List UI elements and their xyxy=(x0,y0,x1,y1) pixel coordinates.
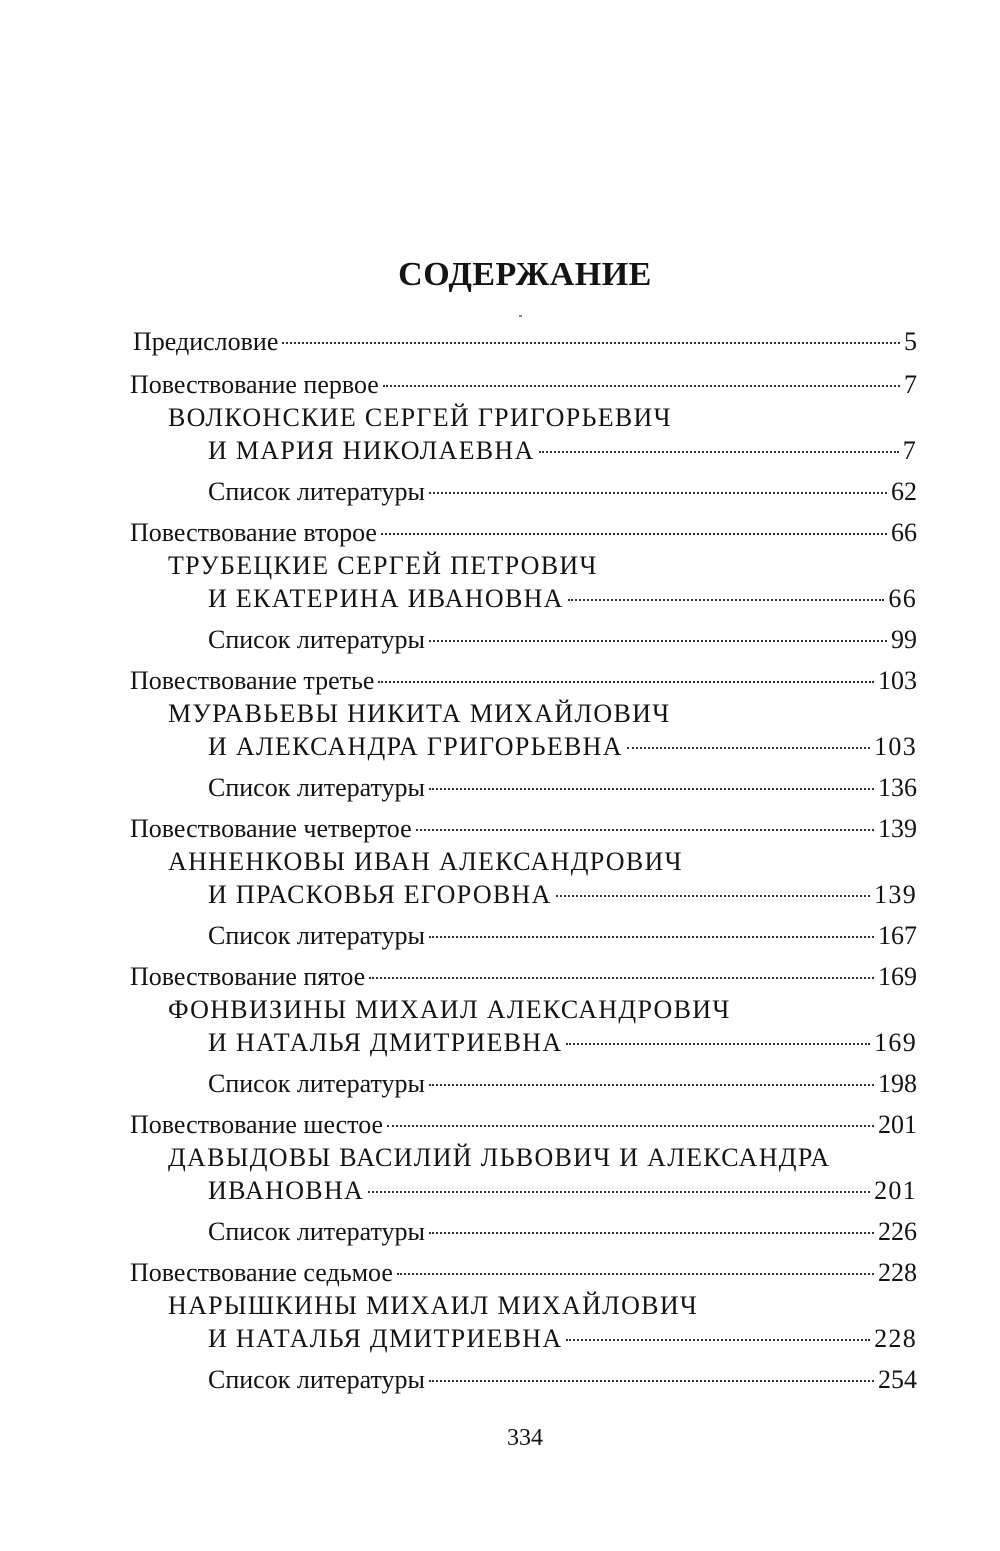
dot-leader xyxy=(429,492,887,494)
chapter-title-text: ТРУБЕЦКИЕ СЕРГЕЙ ПЕТРОВИЧ xyxy=(168,551,598,580)
dot-leader xyxy=(627,747,870,749)
chapter-title-text: И НАТАЛЬЯ ДМИТРИЕВНА xyxy=(208,1028,563,1057)
toc-entry-section-3 xyxy=(130,665,917,697)
toc-entry-label: Список литературы xyxy=(208,625,425,654)
toc-entry-literature xyxy=(208,920,917,952)
toc-chapter-title-line xyxy=(168,1290,917,1322)
toc-page-number: 139 xyxy=(874,880,917,909)
toc-page-number: 136 xyxy=(878,773,917,802)
toc-page-number: 201 xyxy=(878,1110,917,1139)
dot-leader xyxy=(429,1380,874,1382)
dot-leader xyxy=(378,681,874,683)
toc-entry-section-6 xyxy=(130,1109,917,1141)
toc-entry-literature xyxy=(208,772,917,804)
toc-page-number: 5 xyxy=(904,327,917,356)
toc-entry-section-5 xyxy=(130,961,917,993)
toc-entry-literature xyxy=(208,1364,917,1396)
dot-leader xyxy=(566,1043,870,1045)
chapter-title-text: И МАРИЯ НИКОЛАЕВНА xyxy=(208,436,535,465)
dot-leader xyxy=(556,895,870,897)
dot-leader xyxy=(568,599,885,601)
toc-entry-label: Список литературы xyxy=(208,1069,425,1098)
chapter-title-text: МУРАВЬЕВЫ НИКИТА МИХАЙЛОВИЧ xyxy=(168,699,671,728)
dot-leader xyxy=(429,1232,874,1234)
toc-page-number: 99 xyxy=(891,625,917,654)
dot-leader xyxy=(429,640,887,642)
toc-chapter-title-end xyxy=(208,583,917,615)
toc-entry-label: Повествование четвертое xyxy=(130,814,412,843)
dot-leader xyxy=(397,1273,874,1275)
dot-leader xyxy=(369,977,874,979)
toc-entry-label: Список литературы xyxy=(208,921,425,950)
dot-leader xyxy=(383,385,900,387)
toc-page-number: 228 xyxy=(878,1258,917,1287)
toc-chapter-title-end xyxy=(208,1323,917,1355)
toc-entry-section-7 xyxy=(130,1257,917,1289)
chapter-title-text: И ПРАСКОВЬЯ ЕГОРОВНА xyxy=(208,880,552,909)
dot-leader xyxy=(387,1125,874,1127)
toc-entry-label: Список литературы xyxy=(208,477,425,506)
toc-chapter-title-end xyxy=(208,1027,917,1059)
chapter-title-text: НАРЫШКИНЫ МИХАИЛ МИХАЙЛОВИЧ xyxy=(168,1291,699,1320)
page-title: СОДЕРЖАНИЕ xyxy=(398,256,652,293)
toc-page-number: 201 xyxy=(874,1176,917,1205)
toc-entry-literature xyxy=(208,1068,917,1100)
toc-entry-label: Повествование третье xyxy=(130,666,375,695)
dot-leader xyxy=(429,936,874,938)
toc-entry-section-1 xyxy=(130,369,917,401)
toc-chapter-title-line xyxy=(168,994,917,1026)
toc-entry-label: Повествование седьмое xyxy=(130,1258,393,1287)
toc-page-number: 7 xyxy=(904,370,917,399)
toc-page-number: 169 xyxy=(874,1028,917,1057)
toc-page-number: 169 xyxy=(878,962,917,991)
toc-page-number: 66 xyxy=(888,584,917,613)
chapter-title-text: ДАВЫДОВЫ ВАСИЛИЙ ЛЬВОВИЧ И АЛЕКСАНДРА xyxy=(168,1143,831,1172)
print-speck xyxy=(519,315,522,317)
toc-entry-label: Повествование второе xyxy=(130,518,377,547)
toc-chapter-title-line xyxy=(168,1142,917,1174)
chapter-title-text: И НАТАЛЬЯ ДМИТРИЕВНА xyxy=(208,1324,563,1353)
toc-page-number: 254 xyxy=(878,1365,917,1394)
toc-entry-literature xyxy=(208,476,917,508)
chapter-title-text: И АЛЕКСАНДРА ГРИГОРЬЕВНА xyxy=(208,732,623,761)
toc-entry-literature xyxy=(208,1216,917,1248)
toc-page-number: 226 xyxy=(878,1217,917,1246)
dot-leader xyxy=(416,829,874,831)
toc-page-number: 167 xyxy=(878,921,917,950)
toc-page-number: 66 xyxy=(891,518,917,547)
dot-leader xyxy=(429,1084,874,1086)
toc-entry-preface xyxy=(133,326,917,358)
chapter-title-text: ИВАНОВНА xyxy=(208,1176,365,1205)
toc-entry-section-4 xyxy=(130,813,917,845)
toc-page-number: 62 xyxy=(891,477,917,506)
toc-chapter-title-end xyxy=(208,879,917,911)
toc-entry-label: Повествование шестое xyxy=(130,1110,384,1139)
toc-chapter-title-end xyxy=(208,435,917,467)
dot-leader xyxy=(368,1191,870,1193)
toc-page-number: 228 xyxy=(874,1324,917,1353)
toc-chapter-title-line xyxy=(168,698,917,730)
dot-leader xyxy=(566,1339,870,1341)
toc-chapter-title-end xyxy=(208,1175,917,1207)
chapter-title-text: И ЕКАТЕРИНА ИВАНОВНА xyxy=(208,584,564,613)
toc-entry-label: Повествование первое xyxy=(130,370,379,399)
toc-entry-label: Список литературы xyxy=(208,1217,425,1246)
chapter-title-text: АННЕНКОВЫ ИВАН АЛЕКСАНДРОВИЧ xyxy=(168,847,683,876)
toc-chapter-title-line xyxy=(168,846,917,878)
toc-page-number: 103 xyxy=(878,666,917,695)
chapter-title-text: ВОЛКОНСКИЕ СЕРГЕЙ ГРИГОРЬЕВИЧ xyxy=(168,403,672,432)
toc-entry-literature xyxy=(208,624,917,656)
dot-leader xyxy=(282,342,900,344)
toc-entry-label: Список литературы xyxy=(208,773,425,802)
toc-chapter-title-line xyxy=(168,402,917,434)
dot-leader xyxy=(381,533,887,535)
page-number: 334 xyxy=(507,1425,543,1451)
dot-leader xyxy=(429,788,874,790)
dot-leader xyxy=(539,451,899,453)
toc-chapter-title-line xyxy=(168,550,917,582)
toc-entry-section-2 xyxy=(130,517,917,549)
toc-page-number: 7 xyxy=(902,436,917,465)
toc-entry-label: Список литературы xyxy=(208,1365,425,1394)
toc-page-number: 139 xyxy=(878,814,917,843)
toc-entry-label: Предисловие xyxy=(133,327,279,356)
toc-chapter-title-end xyxy=(208,731,917,763)
chapter-title-text: ФОНВИЗИНЫ МИХАИЛ АЛЕКСАНДРОВИЧ xyxy=(168,995,731,1024)
toc-entry-label: Повествование пятое xyxy=(130,962,366,991)
toc-page-number: 198 xyxy=(878,1069,917,1098)
toc-page-number: 103 xyxy=(874,732,917,761)
